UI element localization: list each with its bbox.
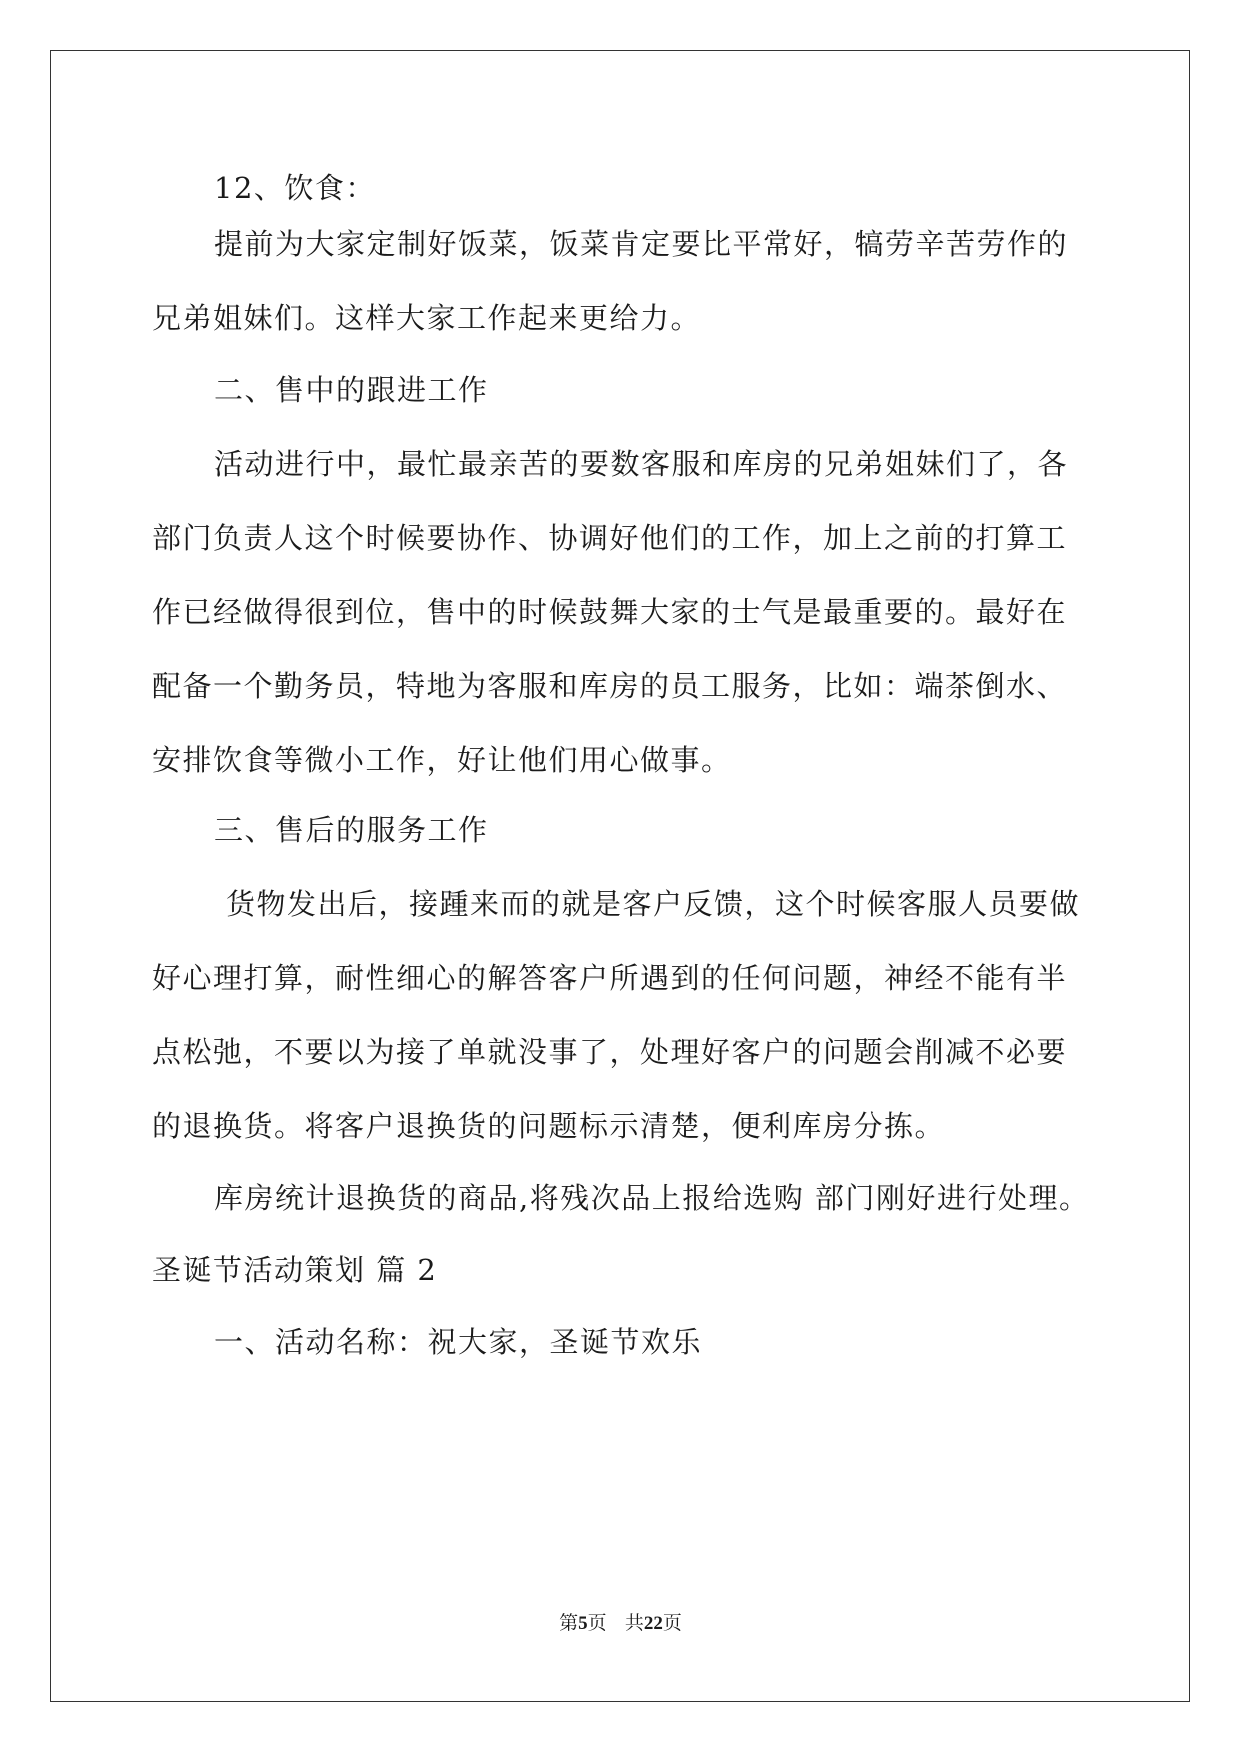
paragraph-line: 货物发出后，接踵来而的就是客户反馈，这个时候客服人员要做: [226, 887, 1081, 921]
chapter-title: 圣诞节活动策划 篇 2: [152, 1253, 438, 1287]
paragraph-line: 活动进行中，最忙最亲苦的要数客服和库房的兄弟姐妹们了，各: [214, 447, 1069, 481]
paragraph-line: 部门负责人这个时候要协作、协调好他们的工作，加上之前的打算工: [152, 521, 1068, 555]
paragraph-line: 安排饮食等微小工作，好让他们用心做事。: [152, 743, 732, 777]
total-prefix: 共: [624, 1612, 644, 1634]
paragraph-line: 提前为大家定制好饭菜，饭菜肯定要比平常好，犒劳辛苦劳作的: [214, 227, 1069, 261]
page-footer: [0, 1608, 1241, 1635]
paragraph-line: 兄弟姐妹们。这样大家工作起来更给力。: [152, 301, 702, 335]
paragraph-line: 的退换货。将客户退换货的问题标示清楚，便利库房分拣。: [152, 1109, 946, 1143]
page-suffix: 页: [587, 1612, 607, 1634]
page-number: 5: [578, 1613, 588, 1634]
section-heading-3: 三、售后的服务工作: [214, 813, 489, 847]
paragraph-line: 作已经做得很到位，售中的时候鼓舞大家的士气是最重要的。最好在: [152, 595, 1068, 629]
section-heading-1: 一、活动名称：祝大家，圣诞节欢乐: [214, 1325, 703, 1359]
paragraph-line: 配备一个勤务员，特地为客服和库房的员工服务，比如：端茶倒水、: [152, 669, 1068, 703]
paragraph-line: 好心理打算，耐性细心的解答客户所遇到的任何问题，神经不能有半: [152, 961, 1068, 995]
total-suffix: 页: [662, 1612, 682, 1634]
page-prefix: 第: [559, 1612, 579, 1634]
total-pages: 22: [643, 1613, 663, 1634]
section-heading-12: 12、饮食：: [214, 171, 376, 205]
paragraph-line: 点松弛，不要以为接了单就没事了，处理好客户的问题会削减不必要: [152, 1035, 1068, 1069]
paragraph-line: 库房统计退换货的商品,将残次品上报给选购 部门刚好进行处理。: [214, 1181, 1090, 1215]
section-heading-2: 二、售中的跟进工作: [214, 373, 489, 407]
